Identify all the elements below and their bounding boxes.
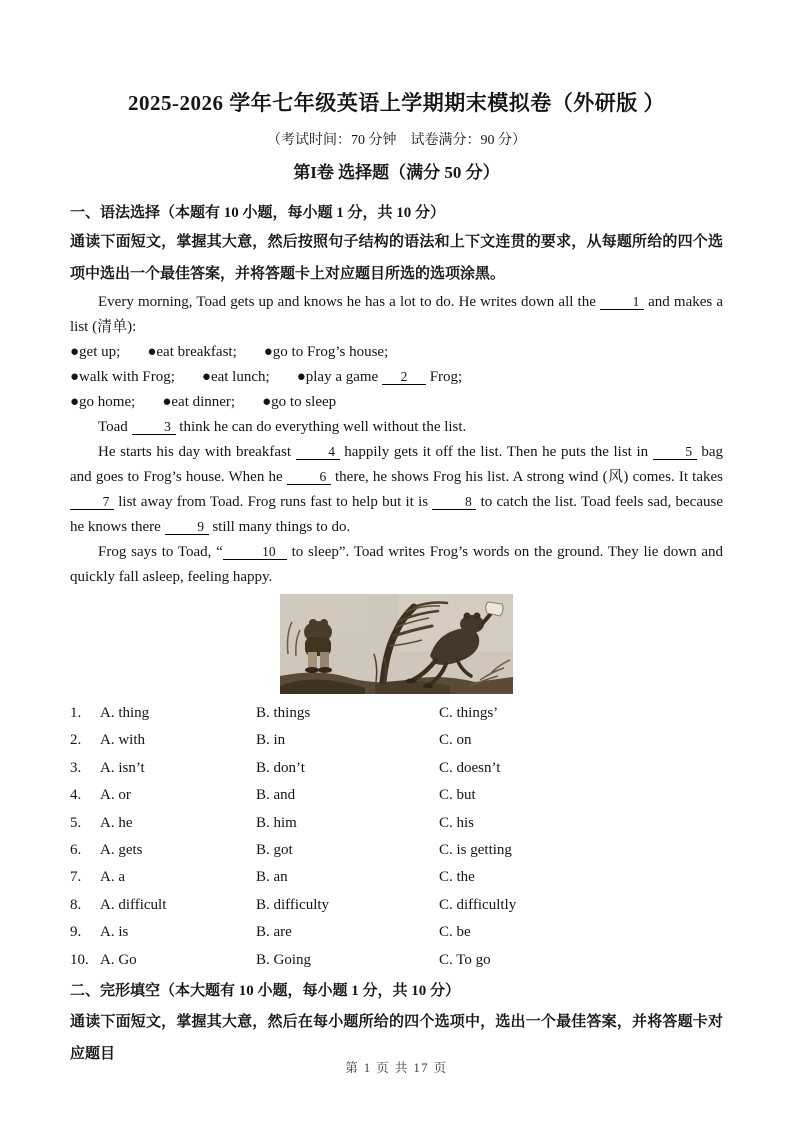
option-b: B. Going [256, 951, 312, 968]
section2-heading: 二、完形填空（本大题有 10 小题，每小题 1 分，共 10 分） [70, 983, 461, 1000]
option-b: B. are [256, 924, 292, 941]
question-number: 2. [70, 732, 82, 749]
option-b: B. and [256, 787, 296, 804]
passage-paragraph: Toad 3 think he can do everything well without the list. [98, 419, 467, 435]
option-c: C. is getting [439, 842, 512, 859]
passage-paragraph: ●get up; ●eat breakfast; ●go to Frog’s house; [70, 344, 389, 360]
question-number: 7. [70, 869, 82, 886]
option-a: A. isn’t [100, 759, 145, 776]
question-row [70, 892, 723, 919]
cloze-blank-10: 10 [223, 545, 287, 560]
passage-paragraph: Every morning, Toad gets up and knows he has a lot to do. He writes down all the 1 and makes a list (清单): [70, 294, 724, 335]
question-number: 5. [70, 814, 82, 831]
option-b: B. an [256, 869, 288, 886]
cloze-blank-9: 9 [165, 520, 209, 535]
section2-instruction: 通读下面短文，掌握其大意，然后在每小题所给的四个选项中，选出一个最佳答案，并将答题卡对应题目 [70, 1014, 723, 1063]
question-row [70, 919, 723, 946]
option-c: C. difficultly [439, 896, 517, 913]
question-number: 4. [70, 787, 82, 804]
question-row [70, 700, 723, 727]
question-number: 8. [70, 896, 82, 913]
page-number: 第 1 页 共 17 页 [345, 1061, 448, 1075]
question-number: 9. [70, 924, 82, 941]
question-number: 6. [70, 842, 82, 859]
passage [70, 290, 723, 590]
passage-paragraph: ●go home; ●eat dinner; ●go to sleep [70, 394, 337, 410]
option-a: A. difficult [100, 896, 167, 913]
option-a: A. with [100, 732, 145, 749]
cloze-blank-1: 1 [600, 295, 644, 310]
frog-toad-illustration [280, 594, 513, 694]
option-b: B. difficulty [256, 896, 330, 913]
option-c: C. on [439, 732, 472, 749]
page-title: 2025-2026 学年七年级英语上学期期末模拟卷（外研版 ） [128, 91, 665, 115]
cloze-blank-2: 2 [382, 370, 426, 385]
question-row [70, 837, 723, 864]
cloze-blank-8: 8 [432, 495, 476, 510]
question-row [70, 727, 723, 754]
option-b: B. in [256, 732, 286, 749]
cloze-blank-4: 4 [296, 445, 340, 460]
question-row [70, 782, 723, 809]
part1-heading: 第I卷 选择题（满分 50 分） [293, 163, 500, 182]
passage-paragraph: ●walk with Frog; ●eat lunch; ●play a game 2 Frog; [70, 369, 463, 385]
option-c: C. be [439, 924, 471, 941]
option-b: B. got [256, 842, 293, 859]
option-a: A. or [100, 787, 131, 804]
option-c: C. but [439, 787, 476, 804]
story-image [280, 594, 513, 694]
question-row [70, 810, 723, 837]
option-a: A. is [100, 924, 129, 941]
option-c: C. To go [439, 951, 491, 968]
option-a: A. a [100, 869, 125, 886]
question-number: 3. [70, 759, 82, 776]
option-c: C. the [439, 869, 475, 886]
option-a: A. gets [100, 842, 143, 859]
cloze-blank-5: 5 [653, 445, 697, 460]
question-row [70, 864, 723, 891]
question-number: 10. [70, 951, 89, 968]
exam-info: （考试时间：70 分钟 试卷满分：90 分） [267, 133, 526, 148]
option-b: B. don’t [256, 759, 305, 776]
question-row [70, 755, 723, 782]
option-a: A. Go [100, 951, 137, 968]
option-c: C. doesn’t [439, 759, 501, 776]
option-b: B. things [256, 705, 311, 721]
section1-instruction: 通读下面短文，掌握其大意，然后按照句子结构的语法和上下文连贯的要求，从每题所给的四个选项中选出一个最佳答案，并将答题卡上对应题目所选的选项涂黑。 [70, 234, 723, 282]
cloze-blank-3: 3 [132, 420, 176, 435]
question-number: 1. [70, 705, 82, 721]
passage-paragraph: Frog says to Toad, “ 10 to sleep”. Toad writes Frog’s words on the ground. They lie down and quickly fall asleep, feeling happy. [70, 544, 723, 585]
option-a: A. he [100, 814, 133, 831]
cloze-blank-7: 7 [70, 495, 114, 510]
section1-heading: 一、语法选择（本题有 10 小题，每小题 1 分，共 10 分） [70, 205, 446, 221]
option-a: A. thing [100, 705, 150, 721]
option-c: C. things’ [439, 705, 499, 721]
option-c: C. his [439, 814, 475, 831]
passage-paragraph: He starts his day with breakfast 4 happily gets it off the list. Then he puts the list in 5 bag and goes to Frog’s house. When he 6 there, he shows Frog his list. A strong wind (风) comes. It takes 7 list away from Toad. Frog runs fast to help but it is 8 to catch the list. Toad feels sad, because he knows there 9 still many things to do. [70, 444, 724, 535]
page-content [70, 88, 723, 1070]
cloze-blank-6: 6 [287, 470, 331, 485]
question-row [70, 947, 723, 974]
question-list [70, 700, 723, 974]
option-b: B. him [256, 814, 297, 831]
